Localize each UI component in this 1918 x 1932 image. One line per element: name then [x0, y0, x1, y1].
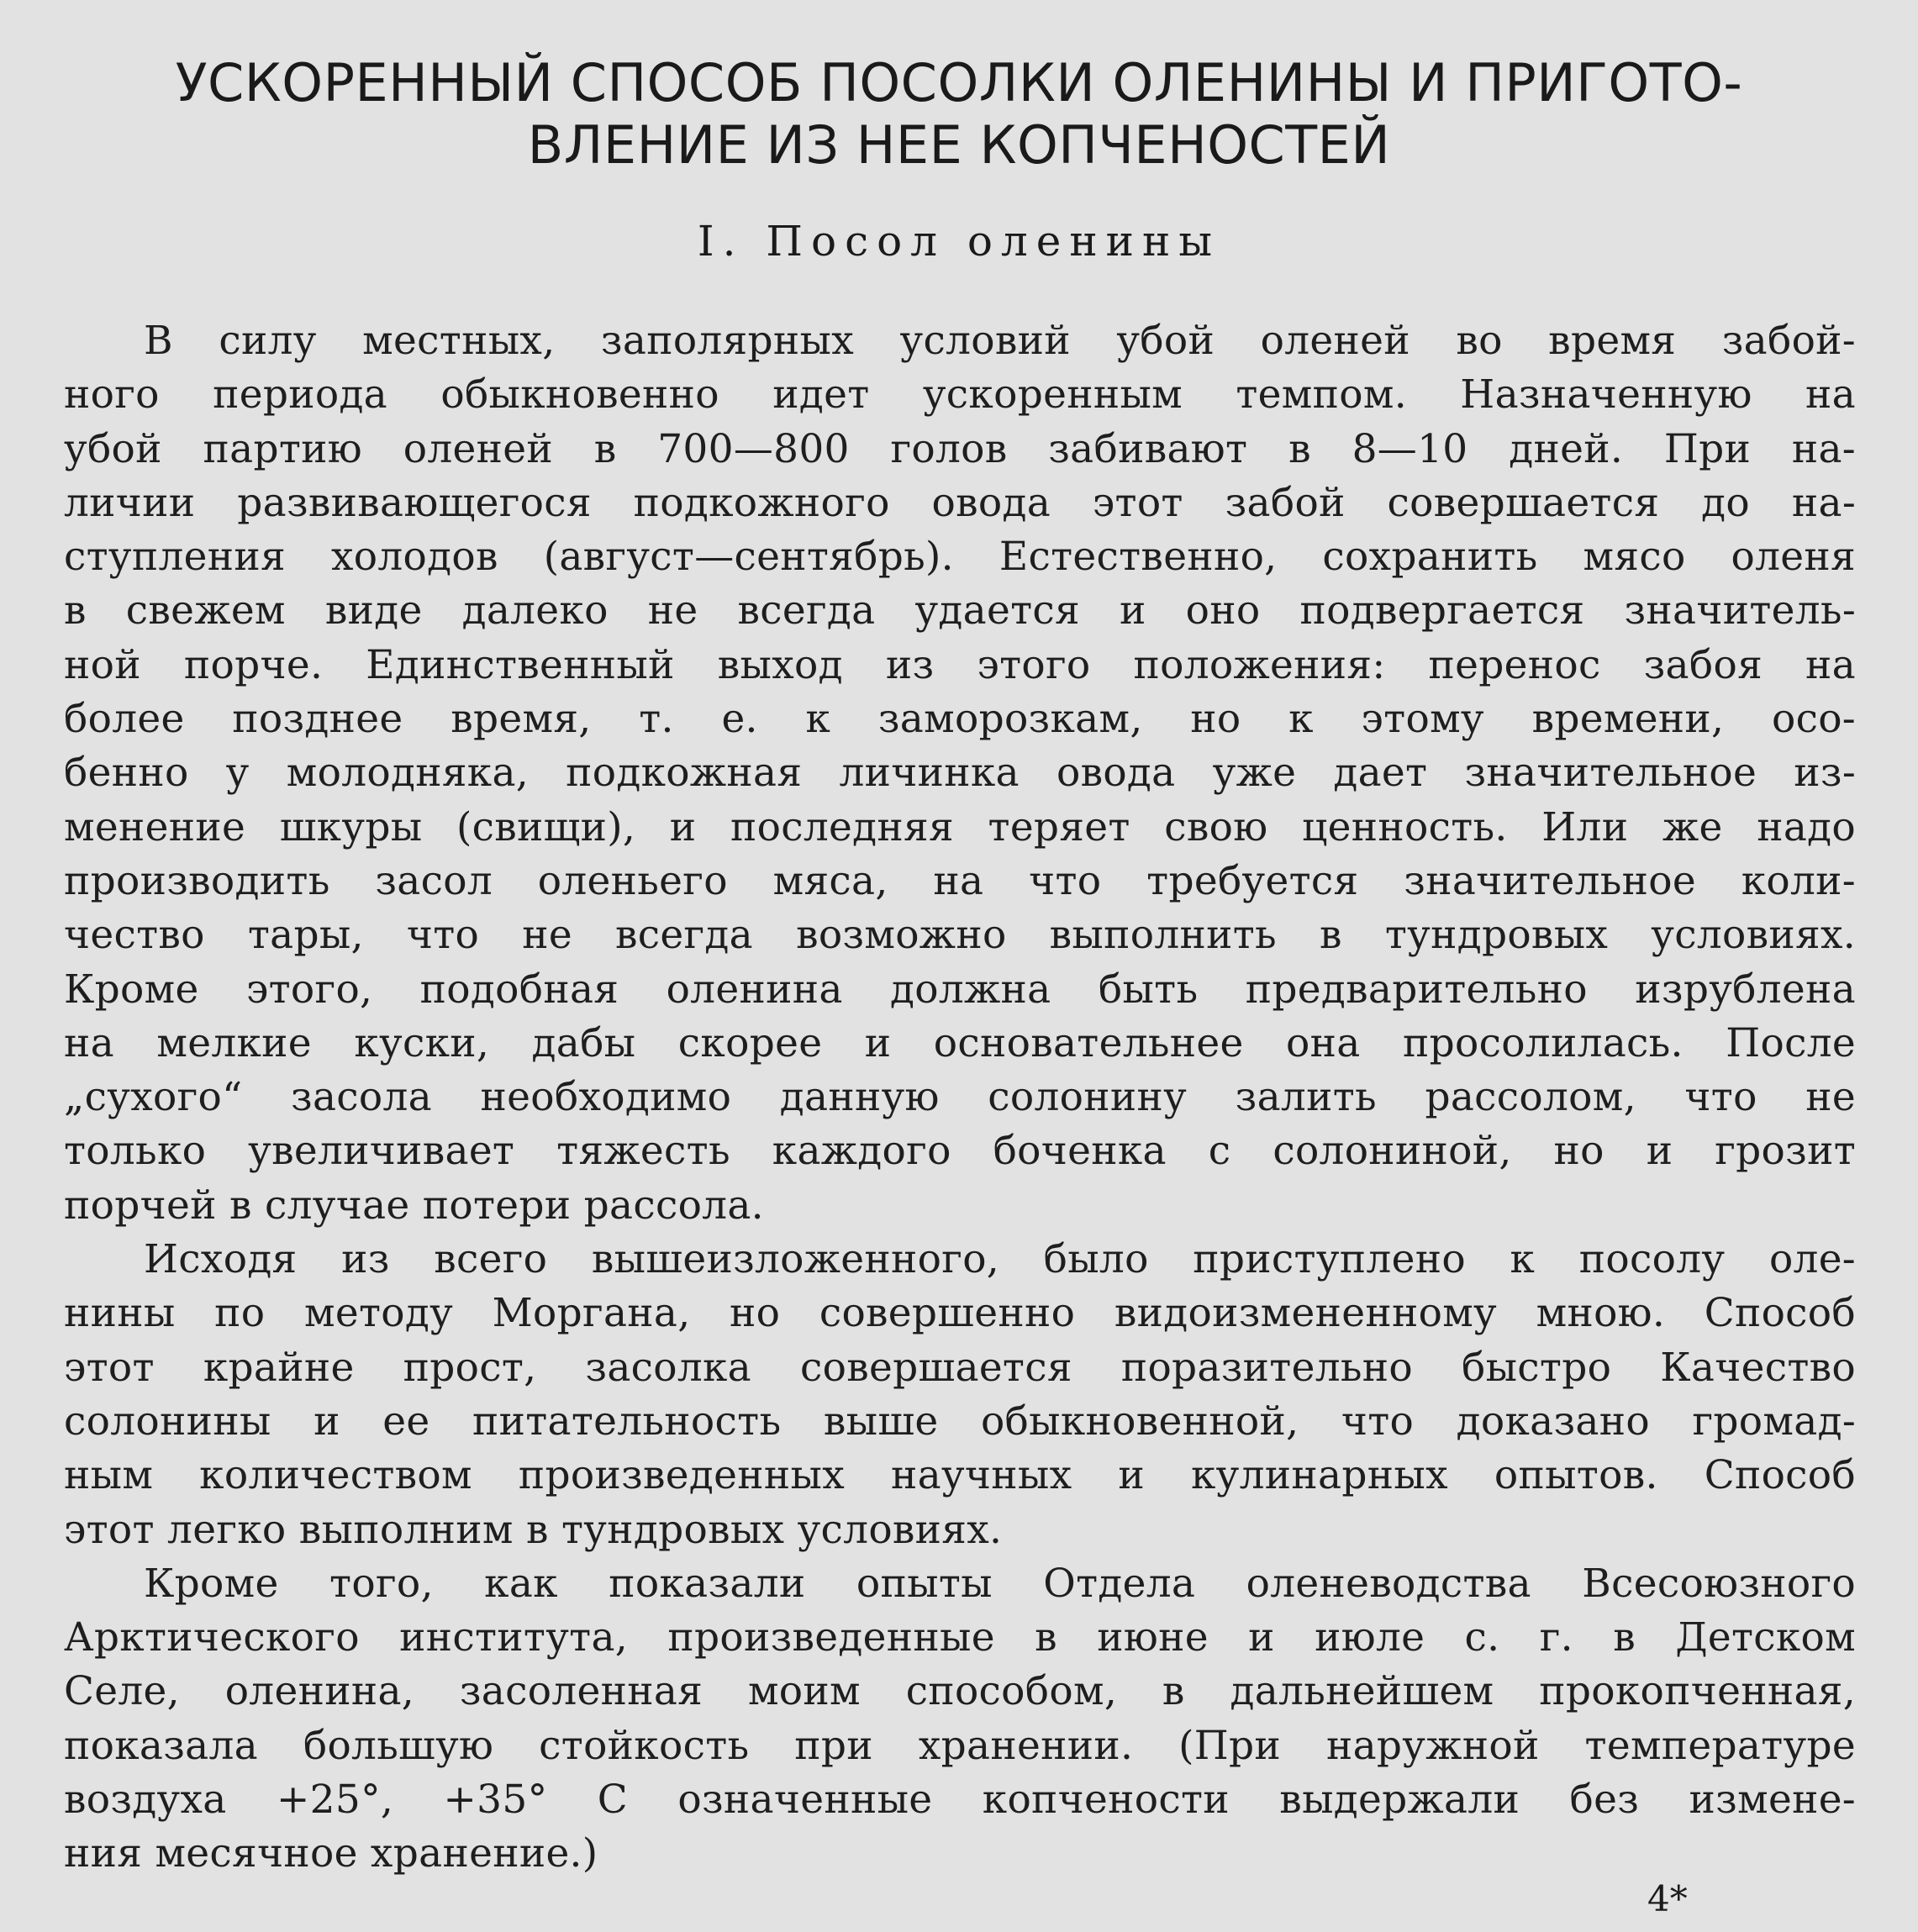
text-line: убой партию оленей в 700—800 голов забивают в 8—10 дней. При на-	[64, 425, 1856, 472]
text-line: порчей в случае потери рассола.	[64, 1182, 764, 1229]
section-heading: I. Посол оленины	[697, 217, 1221, 266]
text-line: солонины и ее питательность выше обыкновенной, что доказано громад-	[64, 1398, 1856, 1445]
text-line: В силу местных, заполярных условий убой оленей во время забой-	[144, 318, 1856, 364]
text-line: „сухого“ засола необходимо данную солонину залить рассолом, что не	[64, 1074, 1856, 1121]
text-line: на мелкие куски, дабы скорее и основательнее она просолилась. После	[64, 1019, 1856, 1066]
text-line: показала большую стойкость при хранении. (При наружной температуре	[64, 1722, 1856, 1769]
text-line: ной порче. Единственный выход из этого положения: перенос забоя на	[64, 641, 1856, 688]
text-line: Кроме того, как показали опыты Отдела оленеводства Всесоюзного	[144, 1560, 1856, 1607]
text-line: ного периода обыкновенно идет ускоренным темпом. Назначенную на	[64, 371, 1856, 419]
page-number: 4*	[1647, 1878, 1688, 1919]
text-line: чество тары, что не всегда возможно выполнить в тундровых условиях.	[64, 912, 1856, 959]
paragraph-2	[64, 1233, 1856, 1557]
text-line: личии развивающегося подкожного овода этот забой совершается до на-	[64, 479, 1856, 526]
text-line: Селе, оленина, засоленная моим способом, в дальнейшем прокопченная,	[64, 1668, 1856, 1715]
text-line: только увеличивает тяжесть каждого боченка с солониной, но и грозит	[64, 1128, 1856, 1175]
article-title-line-1: УСКОРЕННЫЙ СПОСОБ ПОСОЛКИ ОЛЕНИНЫ И ПРИГОТО-	[175, 52, 1743, 113]
text-line: производить засол оленьего мяса, на что требуется значительное коли-	[64, 857, 1856, 904]
article-title-line-2: ВЛЕНИЕ ИЗ НЕЕ КОПЧЕНОСТЕЙ	[527, 114, 1391, 176]
article-title	[67, 52, 1851, 176]
text-line: в свежем виде далеко не всегда удается и оно подвергается значитель-	[64, 587, 1856, 634]
text-line: Кроме этого, подобная оленина должна быть предварительно изрублена	[64, 966, 1856, 1013]
article-body	[64, 314, 1856, 1882]
text-line: этот легко выполним в тундровых условиях.	[64, 1506, 1003, 1553]
paragraph-1	[64, 314, 1856, 1233]
text-line: ния месячное хранение.)	[64, 1830, 598, 1877]
text-line: ным количеством произведенных научных и кулинарных опытов. Способ	[64, 1452, 1856, 1499]
text-line: Арктического института, произведенные в июне и июле с. г. в Детском	[64, 1614, 1856, 1661]
paragraph-3	[64, 1557, 1856, 1882]
text-line: более позднее время, т. е. к заморозкам, но к этому времени, осо-	[64, 696, 1856, 743]
text-line: бенно у молодняка, подкожная личинка овода уже дает значительное из-	[64, 750, 1856, 797]
text-line: воздуха +25°, +35° С означенные копчености выдержали без измене-	[64, 1777, 1856, 1824]
text-line: Исходя из всего вышеизложенного, было приступлено к посолу оле-	[144, 1236, 1856, 1283]
text-line: этот крайне прост, засолка совершается поразительно быстро Качество	[64, 1344, 1856, 1391]
text-line: нины по методу Моргана, но совершенно видоизмененному мною. Способ	[64, 1290, 1856, 1337]
text-line: ступления холодов (август—сентябрь). Естественно, сохранить мясо оленя	[64, 534, 1856, 581]
text-line: менение шкуры (свищи), и последняя теряет свою ценность. Или же надо	[64, 803, 1856, 850]
